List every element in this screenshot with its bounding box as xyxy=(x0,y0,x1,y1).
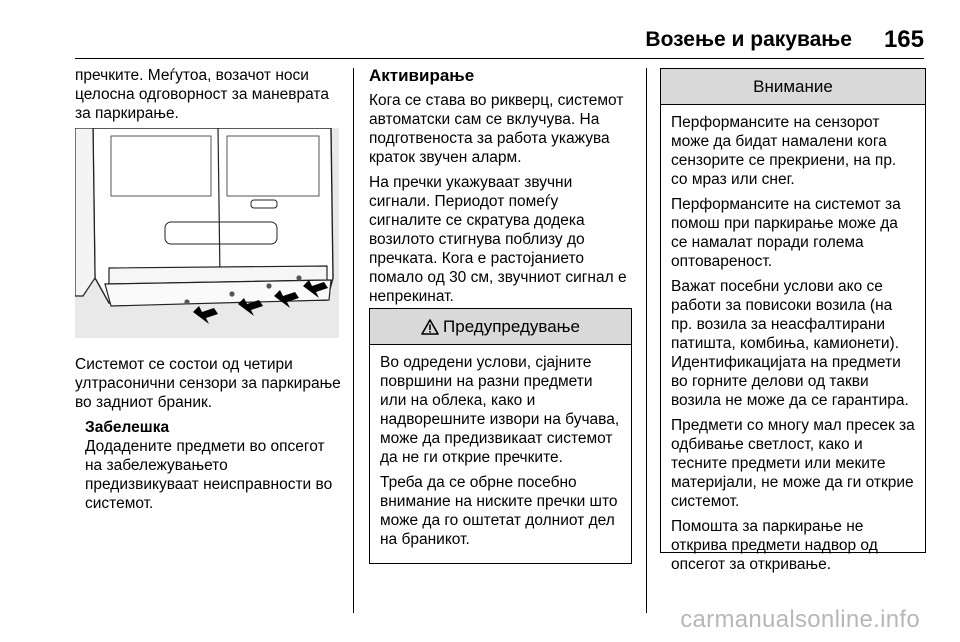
warning-paragraph-2: Треба да се обрне посебно внимание на ниските пречки што може да го оштетат долниот дел на браникот. xyxy=(380,474,618,548)
column-divider-1 xyxy=(353,68,354,613)
rear-parking-sensors-illustration-icon xyxy=(75,128,339,338)
attention-title: Внимание xyxy=(753,76,833,96)
attention-header xyxy=(661,69,925,105)
header-title: Возење и ракување xyxy=(645,28,852,51)
warning-body xyxy=(370,345,631,561)
note-title: Забелешка xyxy=(85,419,170,436)
section-heading: Активирање xyxy=(369,66,475,85)
watermark: carmanualsonline.info xyxy=(680,606,920,633)
intro-paragraph: пречките. Меѓутоа, возачот носи целосна одговорност за маневрата за паркирање. xyxy=(75,67,329,122)
warning-header xyxy=(370,309,631,345)
page-header xyxy=(0,24,960,58)
warning-title: Предупредување xyxy=(443,316,580,336)
attention-paragraph-4: Предмети со многу мал пресек за одбивање светлост, како и тесните предмети или меките материјали, не може да ги открие системот. xyxy=(671,417,915,510)
note-text: Додадените предмети во опсегот на забележувањето предизвикуваат неисправности во системот. xyxy=(85,438,333,512)
warning-paragraph-1: Во одредени услови, сјајните површини на разни предмети или на облека, како и надворешните извори на бучава, може да предизвикаат системот да не ги открие пречките. xyxy=(380,354,620,466)
attention-paragraph-2: Перформансите на системот за помош при паркирање може да се намалат поради голема оптовареност. xyxy=(671,196,901,270)
activation-paragraph-1: Кога се става во рикверц, системот автоматски сам се вклучува. На подготвеноста за работа укажува краток звучен аларм. xyxy=(369,92,624,166)
attention-paragraph-1: Перформансите на сензорот може да бидат намалени кога сензорите се прекриени, на пр. со мраз или снег. xyxy=(671,114,897,188)
warning-triangle-icon xyxy=(421,319,439,335)
attention-box xyxy=(660,68,926,573)
page-number: 165 xyxy=(883,26,924,53)
warning-box xyxy=(369,308,632,564)
column-2 xyxy=(369,66,635,312)
system-description: Системот се состои од четири ултрасонични сензори за паркирање во задниот браник. xyxy=(75,356,341,411)
column-1 xyxy=(75,66,345,129)
activation-paragraph-2: На пречки укажуваат звучни сигнали. Периодот помеѓу сигналите се скратува додека возилото стигнува поблизу до пречката. Кога е растојанието помало од 30 см, звучниот сигнал е непрекинат. xyxy=(369,174,627,305)
header-rule xyxy=(75,58,924,59)
column-divider-2 xyxy=(646,68,647,613)
column-1-lower xyxy=(75,355,345,513)
attention-paragraph-3: Важат посебни услови ако се работи за повисоки возила (на пр. возила за неасфалтирани патишта, комбиња, камионети). Идентификацијата на предмети во горните делови од такви возила не може да се гарантира. xyxy=(671,278,909,409)
attention-body xyxy=(661,105,925,586)
note-block xyxy=(85,418,345,513)
attention-paragraph-5: Помошта за паркирање не открива предмети надвор од опсегот за откривање. xyxy=(671,518,878,573)
